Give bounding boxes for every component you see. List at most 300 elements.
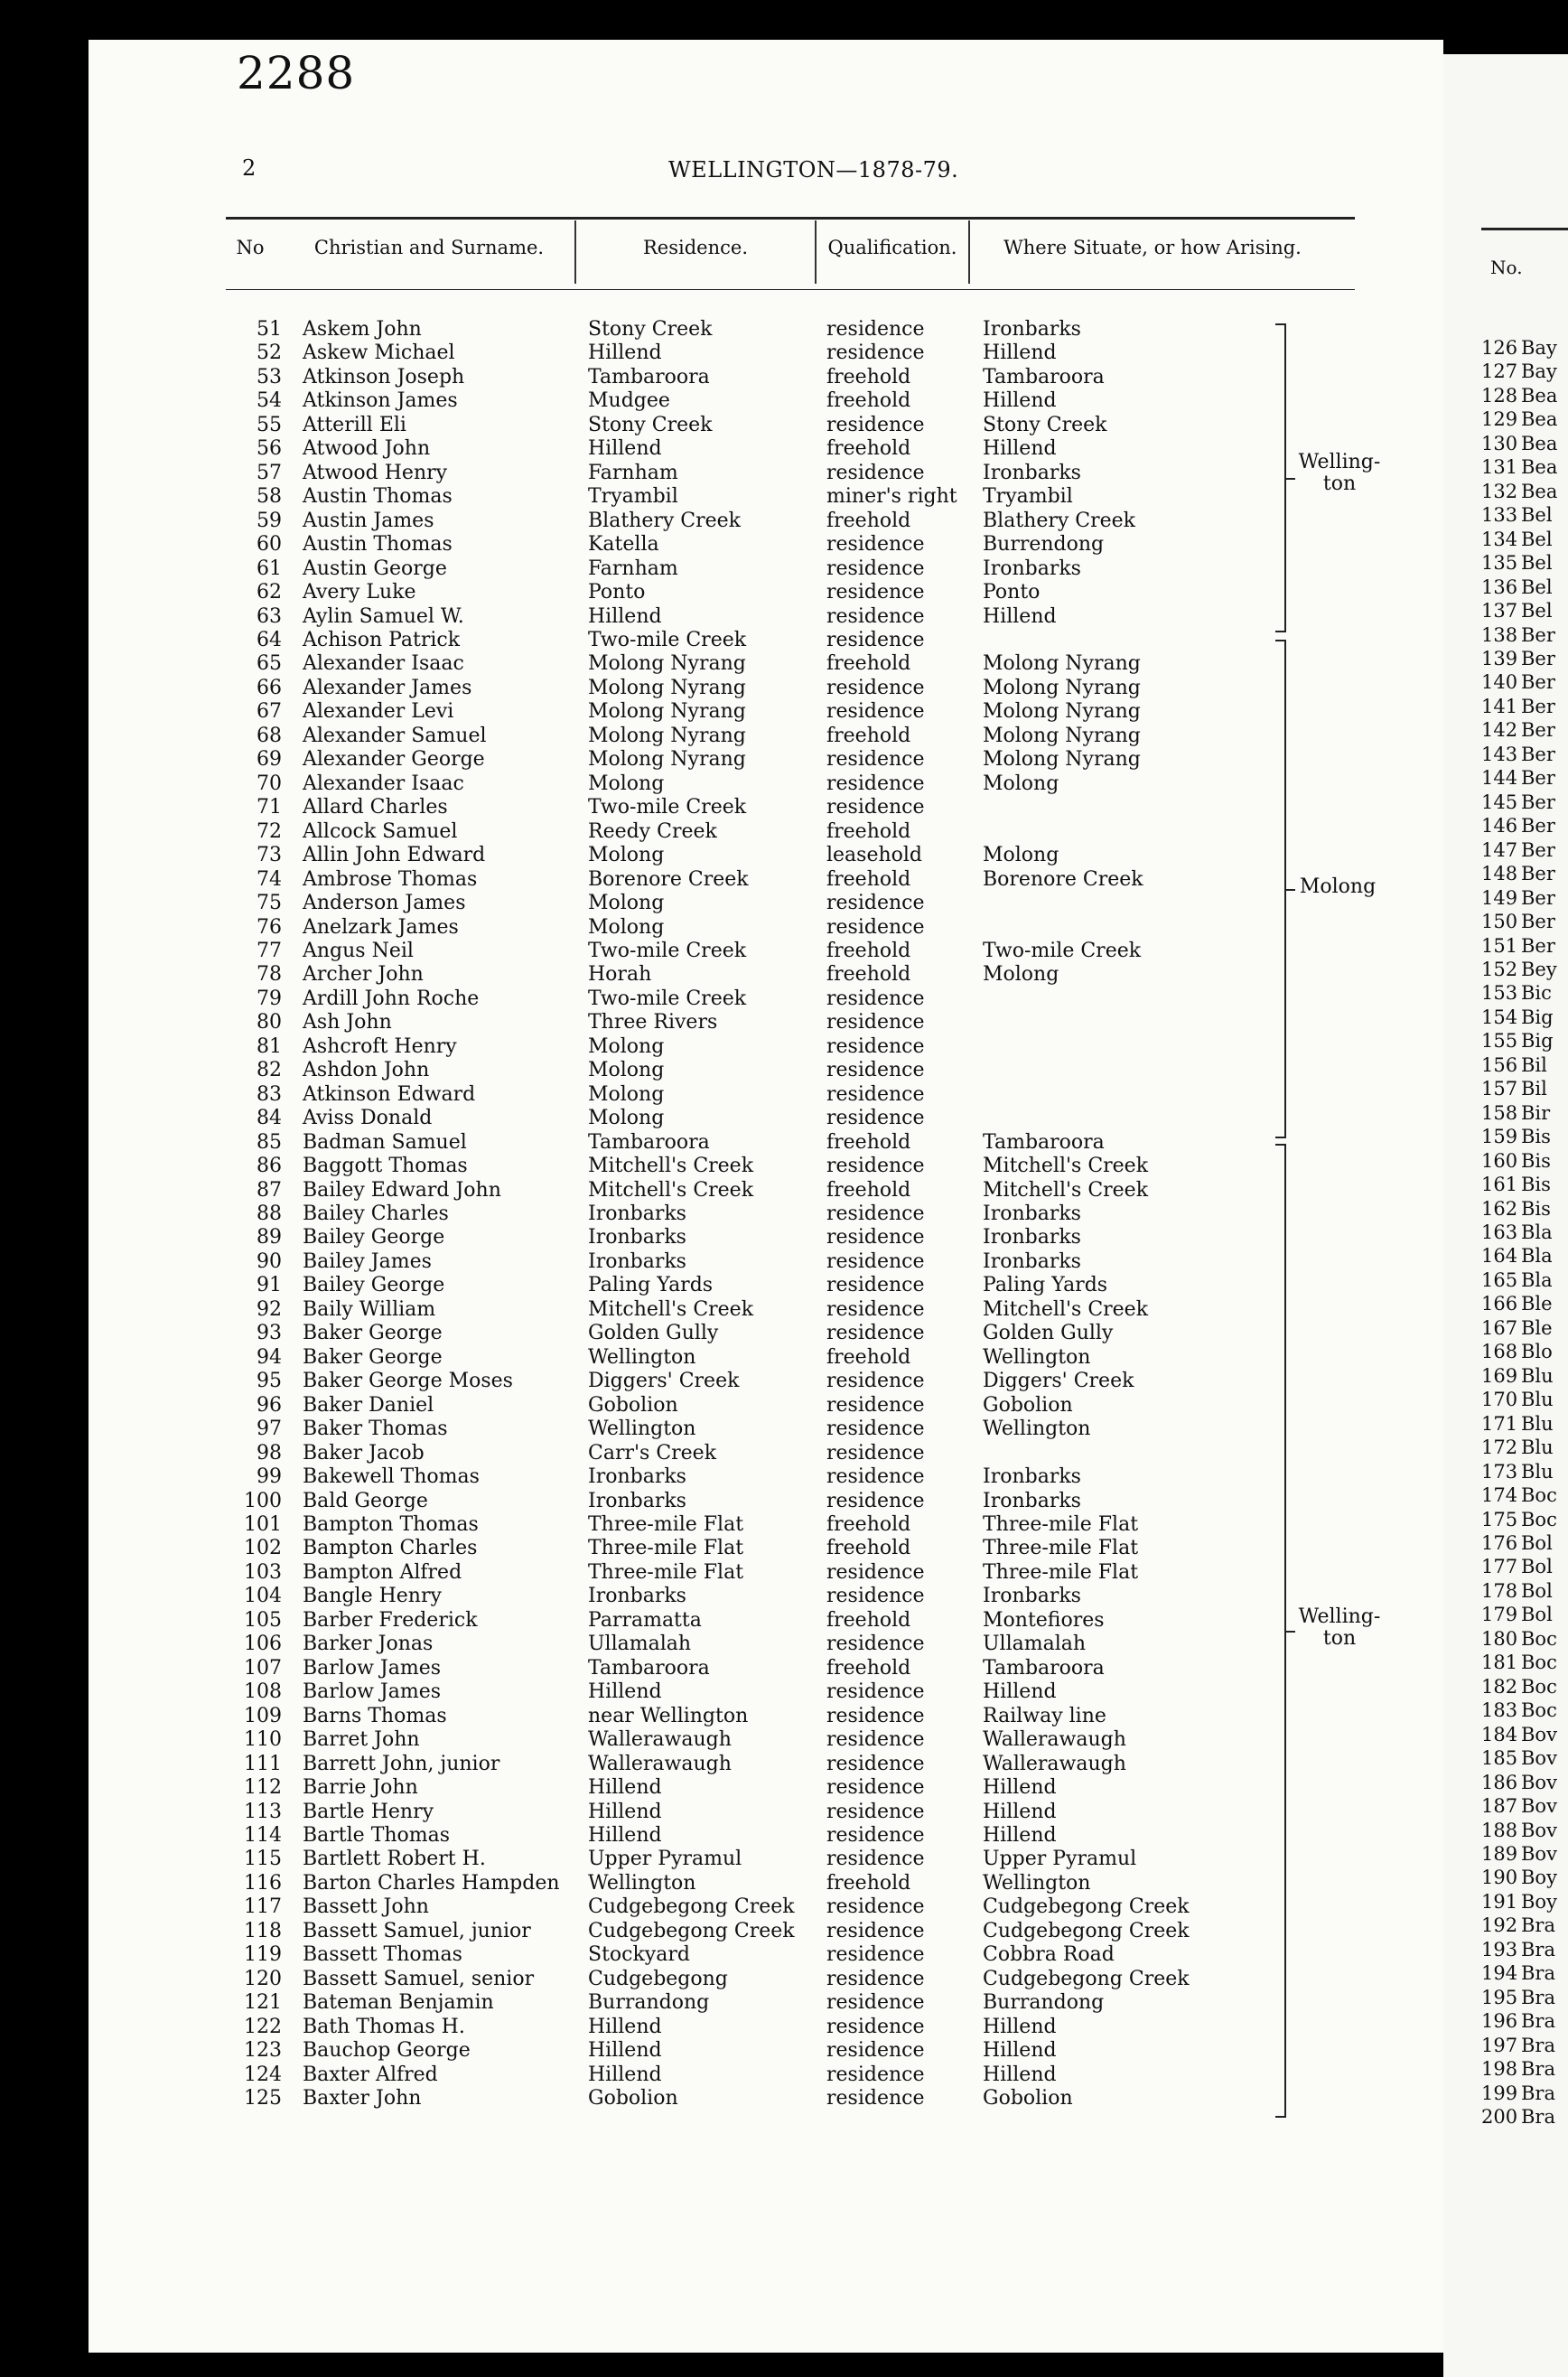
cell-qualification: residence: [826, 1059, 925, 1081]
cell-residence: Stony Creek: [588, 318, 713, 341]
cell-no: 54: [257, 389, 282, 412]
cell-name: Bakewell Thomas: [303, 1465, 480, 1488]
facing-page-row: [1481, 1627, 1557, 1651]
column-divider: [574, 220, 576, 284]
facing-cell-no: 175: [1481, 1509, 1518, 1530]
facing-cell-name: Bel: [1521, 529, 1553, 550]
cell-name: Achison Patrick: [303, 629, 461, 651]
cell-where: Molong Nyrang: [983, 725, 1141, 747]
cell-name: Baker Thomas: [303, 1418, 448, 1440]
facing-page-row: [1481, 1651, 1557, 1674]
facing-cell-name: Ble: [1521, 1293, 1553, 1315]
cell-qualification: residence: [826, 1298, 925, 1321]
cell-name: Atwood Henry: [303, 462, 448, 484]
facing-cell-name: Bea: [1521, 481, 1558, 502]
facing-page-row: [1481, 2057, 1555, 2081]
facing-cell-name: Blu: [1521, 1389, 1554, 1410]
facing-cell-name: Bel: [1521, 552, 1553, 574]
cell-qualification: residence: [826, 1370, 925, 1392]
facing-cell-name: Bra: [1521, 2010, 1555, 2032]
cell-qualification: residence: [826, 1155, 925, 1177]
facing-cell-name: Ber: [1521, 791, 1555, 813]
cell-where: Hillend: [983, 342, 1057, 364]
cell-no: 101: [244, 1513, 282, 1536]
cell-name: Atwood John: [303, 437, 431, 460]
facing-cell-name: Bol: [1521, 1532, 1553, 1554]
cell-no: 122: [244, 2016, 282, 2038]
cell-residence: Blathery Creek: [588, 510, 742, 532]
facing-cell-no: 169: [1481, 1365, 1518, 1387]
cell-name: Baker George: [303, 1322, 443, 1344]
facing-cell-name: Bov: [1521, 1820, 1557, 1841]
cell-residence: Gobolion: [588, 1394, 678, 1417]
cell-name: Bangle Henry: [303, 1585, 442, 1607]
cell-qualification: freehold: [826, 366, 911, 388]
cell-qualification: residence: [826, 700, 925, 723]
facing-cell-no: 162: [1481, 1198, 1518, 1220]
facing-page-row: [1481, 1364, 1554, 1388]
cell-name: Bartle Henry: [303, 1801, 434, 1823]
facing-cell-no: 153: [1481, 982, 1518, 1004]
facing-cell-no: 135: [1481, 552, 1518, 574]
facing-cell-no: 130: [1481, 433, 1518, 454]
cell-residence: Tambaroora: [588, 366, 710, 388]
facing-cell-name: Ber: [1521, 935, 1555, 957]
facing-cell-name: Blu: [1521, 1413, 1554, 1435]
cell-no: 57: [257, 462, 282, 484]
cell-name: Atkinson James: [303, 389, 458, 412]
header-rule-top: [226, 217, 1355, 220]
facing-page-row: [1481, 1699, 1557, 1722]
cell-where: Cobbra Road: [983, 1943, 1115, 1966]
facing-page-row: [1481, 551, 1553, 575]
cell-no: 123: [244, 2039, 282, 2062]
facing-page-row: [1481, 862, 1555, 885]
facing-page-row: [1481, 1866, 1557, 1889]
cell-name: Barlow James: [303, 1680, 442, 1703]
cell-no: 88: [257, 1203, 282, 1225]
cell-name: Baggott Thomas: [303, 1155, 468, 1177]
cell-where: Ullamalah: [983, 1633, 1087, 1655]
facing-cell-no: 147: [1481, 839, 1518, 861]
facing-page-row: [1481, 528, 1553, 551]
cell-name: Askem John: [303, 318, 422, 341]
cell-residence: Mitchell's Creek: [588, 1298, 754, 1321]
cell-residence: Three-mile Flat: [588, 1513, 744, 1536]
cell-residence: Molong Nyrang: [588, 677, 746, 699]
cell-no: 78: [257, 963, 282, 986]
cell-name: Bailey Charles: [303, 1203, 449, 1225]
facing-cell-no: 161: [1481, 1174, 1518, 1195]
cell-qualification: residence: [826, 1680, 925, 1703]
cell-qualification: residence: [826, 987, 925, 1010]
facing-page-row: [1481, 1029, 1554, 1053]
cell-residence: Wellington: [588, 1872, 696, 1895]
facing-page-row: [1481, 1292, 1553, 1315]
cell-name: Baxter Alfred: [303, 2063, 438, 2086]
facing-cell-no: 168: [1481, 1341, 1518, 1362]
cell-residence: Mudgee: [588, 389, 670, 412]
cell-qualification: residence: [826, 1107, 925, 1129]
division-label-line1: Welling-: [1298, 1605, 1381, 1628]
cell-where: Stony Creek: [983, 414, 1107, 436]
facing-cell-no: 176: [1481, 1532, 1518, 1554]
cell-residence: Molong: [588, 1035, 665, 1058]
cell-where: Ironbarks: [983, 1250, 1081, 1273]
page-number: 2: [242, 155, 257, 181]
cell-qualification: residence: [826, 748, 925, 771]
cell-no: 66: [257, 677, 282, 699]
facing-cell-no: 157: [1481, 1078, 1518, 1100]
cell-where: Wallerawaugh: [983, 1728, 1126, 1751]
cell-where: Ironbarks: [983, 1203, 1081, 1225]
cell-no: 117: [244, 1895, 282, 1918]
facing-cell-no: 152: [1481, 959, 1518, 980]
division-bracket: [1275, 640, 1286, 1138]
cell-residence: Paling Yards: [588, 1274, 714, 1296]
cell-no: 73: [257, 844, 282, 866]
facing-cell-name: Bil: [1521, 1078, 1547, 1100]
facing-page-row: [1481, 1316, 1553, 1340]
facing-cell-name: Bol: [1521, 1604, 1553, 1625]
facing-cell-name: Ber: [1521, 744, 1555, 765]
cell-where: Molong Nyrang: [983, 677, 1141, 699]
cell-residence: Ironbarks: [588, 1490, 686, 1512]
facing-cell-no: 199: [1481, 2082, 1518, 2104]
cell-no: 71: [257, 796, 282, 819]
cell-where: Hillend: [983, 2063, 1057, 2086]
cell-name: Ashcroft Henry: [303, 1035, 457, 1058]
cell-residence: Hillend: [588, 1776, 662, 1799]
facing-cell-name: Bra: [1521, 2035, 1555, 2056]
cell-where: Three-mile Flat: [983, 1513, 1139, 1536]
cell-qualification: freehold: [826, 1513, 911, 1536]
cell-name: Atkinson Edward: [303, 1083, 476, 1106]
cell-qualification: residence: [826, 1083, 925, 1106]
facing-cell-name: Bay: [1521, 337, 1557, 359]
column-divider: [815, 220, 817, 284]
facing-cell-name: Boc: [1521, 1628, 1557, 1650]
facing-page-row: [1481, 336, 1557, 360]
cell-qualification: residence: [826, 1203, 925, 1225]
cell-qualification: residence: [826, 1705, 925, 1727]
cell-residence: Upper Pyramul: [588, 1848, 742, 1870]
cell-residence: Wellington: [588, 1346, 696, 1369]
cell-name: Bassett John: [303, 1895, 429, 1918]
cell-no: 68: [257, 725, 282, 747]
facing-cell-no: 182: [1481, 1676, 1518, 1698]
cell-residence: Molong: [588, 844, 665, 866]
facing-page-row: [1481, 1006, 1554, 1029]
cell-where: Molong Nyrang: [983, 700, 1141, 723]
facing-cell-name: Ber: [1521, 839, 1555, 861]
facing-cell-no: 139: [1481, 648, 1518, 669]
cell-name: Austin Thomas: [303, 533, 453, 556]
cell-qualification: freehold: [826, 940, 911, 962]
cell-no: 102: [244, 1537, 282, 1559]
facing-cell-no: 146: [1481, 815, 1518, 837]
cell-name: Baily William: [303, 1298, 436, 1321]
facing-cell-no: 126: [1481, 337, 1518, 359]
cell-qualification: residence: [826, 892, 925, 914]
cell-no: 74: [257, 868, 282, 891]
cell-residence: Ironbarks: [588, 1203, 686, 1225]
facing-cell-no: 187: [1481, 1795, 1518, 1817]
cell-where: Three-mile Flat: [983, 1537, 1139, 1559]
cell-no: 95: [257, 1370, 282, 1392]
facing-cell-no: 163: [1481, 1221, 1518, 1243]
cell-qualification: freehold: [826, 389, 911, 412]
facing-cell-no: 149: [1481, 887, 1518, 909]
facing-page-row: [1481, 1197, 1551, 1221]
facing-cell-name: Bra: [1521, 1962, 1555, 1984]
cell-qualification: freehold: [826, 437, 911, 460]
cell-name: Barret John: [303, 1728, 420, 1751]
facing-cell-no: 127: [1481, 360, 1518, 382]
cell-name: Archer John: [303, 963, 424, 986]
facing-cell-name: Blu: [1521, 1365, 1554, 1387]
facing-cell-no: 177: [1481, 1556, 1518, 1577]
cell-where: Molong: [983, 772, 1059, 795]
facing-page-row: [1481, 1914, 1555, 1937]
cell-where: Ironbarks: [983, 1490, 1081, 1512]
cell-no: 105: [244, 1609, 282, 1632]
cell-residence: Ironbarks: [588, 1250, 686, 1273]
facing-cell-no: 160: [1481, 1150, 1518, 1172]
cell-name: Bampton Charles: [303, 1537, 478, 1559]
cell-no: 114: [244, 1824, 282, 1847]
facing-page-row: [1481, 1221, 1553, 1244]
cell-where: Ironbarks: [983, 557, 1081, 580]
facing-cell-name: Boc: [1521, 1652, 1557, 1673]
facing-cell-no: 167: [1481, 1317, 1518, 1339]
facing-cell-no: 200: [1481, 2106, 1518, 2128]
cell-name: Angus Neil: [303, 940, 414, 962]
cell-name: Ardill John Roche: [303, 987, 480, 1010]
cell-no: 83: [257, 1083, 282, 1106]
facing-cell-no: 155: [1481, 1030, 1518, 1052]
facing-cell-name: Bir: [1521, 1102, 1551, 1124]
facing-cell-name: Bel: [1521, 576, 1553, 598]
cell-residence: Two-mile Creek: [588, 629, 747, 651]
cell-name: Aylin Samuel W.: [303, 605, 464, 628]
cell-qualification: residence: [826, 677, 925, 699]
division-label: [1288, 876, 1387, 898]
cell-residence: Hillend: [588, 1824, 662, 1847]
cell-no: 84: [257, 1107, 282, 1129]
cell-name: Alexander Isaac: [303, 772, 464, 795]
facing-cell-name: Ber: [1521, 671, 1555, 693]
cell-qualification: residence: [826, 1753, 925, 1775]
cell-where: Blathery Creek: [983, 510, 1136, 532]
cell-qualification: residence: [826, 1585, 925, 1607]
cell-residence: Reedy Creek: [588, 820, 717, 843]
cell-no: 99: [257, 1465, 282, 1488]
cell-name: Barns Thomas: [303, 1705, 447, 1727]
cell-where: Gobolion: [983, 2087, 1073, 2110]
facing-page-row: [1481, 1053, 1547, 1077]
facing-cell-no: 129: [1481, 408, 1518, 430]
cell-name: Bald George: [303, 1490, 428, 1512]
cell-name: Ash John: [303, 1011, 392, 1034]
header-rule-bottom: [226, 289, 1355, 290]
facing-cell-no: 128: [1481, 385, 1518, 407]
cell-where: Molong Nyrang: [983, 652, 1141, 675]
division-bracket: [1275, 1144, 1286, 2118]
facing-cell-name: Bra: [1521, 1987, 1555, 2008]
facing-cell-no: 198: [1481, 2058, 1518, 2080]
cell-where: Golden Gully: [983, 1322, 1114, 1344]
facing-cell-name: Blu: [1521, 1436, 1554, 1458]
facing-cell-name: Bla: [1521, 1245, 1553, 1267]
facing-page-row: [1481, 1675, 1557, 1699]
facing-page-row: [1481, 1508, 1557, 1531]
facing-cell-name: Ber: [1521, 863, 1555, 884]
cell-qualification: residence: [826, 1442, 925, 1465]
facing-cell-name: Bra: [1521, 1939, 1555, 1961]
cell-residence: Two-mile Creek: [588, 796, 747, 819]
cell-name: Ashdon John: [303, 1059, 430, 1081]
cell-where: Hillend: [983, 1801, 1057, 1823]
cell-residence: Molong Nyrang: [588, 748, 746, 771]
cell-residence: Two-mile Creek: [588, 940, 747, 962]
cell-no: 124: [244, 2063, 282, 2086]
facing-page-row: [1481, 718, 1555, 742]
cell-no: 98: [257, 1442, 282, 1465]
cell-where: Mitchell's Creek: [983, 1155, 1149, 1177]
facing-cell-no: 141: [1481, 696, 1518, 717]
cell-residence: Stony Creek: [588, 414, 713, 436]
cell-residence: Katella: [588, 533, 659, 556]
cell-where: Montefiores: [983, 1609, 1105, 1632]
cell-where: Ironbarks: [983, 1226, 1081, 1249]
cell-qualification: residence: [826, 2063, 925, 2086]
facing-cell-no: 179: [1481, 1604, 1518, 1625]
cell-where: Molong: [983, 844, 1059, 866]
facing-cell-name: Bis: [1521, 1150, 1551, 1172]
cell-qualification: residence: [826, 796, 925, 819]
cell-no: 62: [257, 581, 282, 604]
facing-cell-name: Bov: [1521, 1724, 1557, 1745]
cell-qualification: residence: [826, 1035, 925, 1058]
cell-qualification: residence: [826, 1633, 925, 1655]
cell-residence: Tambaroora: [588, 1131, 710, 1154]
cell-qualification: residence: [826, 1490, 925, 1512]
cell-qualification: residence: [826, 1465, 925, 1488]
cell-no: 115: [244, 1848, 282, 1870]
facing-cell-no: 143: [1481, 744, 1518, 765]
cell-name: Bampton Alfred: [303, 1561, 462, 1584]
cell-qualification: freehold: [826, 1872, 911, 1895]
cell-name: Baxter John: [303, 2087, 422, 2110]
facing-cell-name: Bil: [1521, 1054, 1547, 1076]
cell-residence: Carr's Creek: [588, 1442, 717, 1465]
facing-page-row: [1481, 1603, 1553, 1626]
cell-qualification: leasehold: [826, 844, 923, 866]
cell-no: 53: [257, 366, 282, 388]
cell-where: Molong: [983, 963, 1059, 986]
facing-page-row: [1481, 623, 1555, 647]
facing-page-row: [1481, 1340, 1553, 1363]
cell-no: 109: [244, 1705, 282, 1727]
cell-qualification: residence: [826, 1394, 925, 1417]
cell-qualification: residence: [826, 318, 925, 341]
facing-page-row: [1481, 695, 1555, 718]
facing-page-row: [1481, 1244, 1553, 1268]
cell-where: Two-mile Creek: [983, 940, 1142, 962]
cell-no: 70: [257, 772, 282, 795]
facing-cell-no: 151: [1481, 935, 1518, 957]
cell-no: 121: [244, 1991, 282, 2014]
facing-cell-no: 166: [1481, 1293, 1518, 1315]
cell-qualification: residence: [826, 1274, 925, 1296]
facing-page-row: [1481, 910, 1555, 933]
register-page: [89, 40, 1443, 2353]
facing-page-row: [1481, 1723, 1557, 1746]
cell-residence: Hillend: [588, 2039, 662, 2062]
facing-page-row: [1481, 576, 1553, 599]
cell-name: Baker George: [303, 1346, 443, 1369]
cell-qualification: residence: [826, 1991, 925, 2014]
cell-residence: Ironbarks: [588, 1226, 686, 1249]
cell-where: Hillend: [983, 437, 1057, 460]
cell-qualification: freehold: [826, 963, 911, 986]
cell-name: Aviss Donald: [303, 1107, 433, 1129]
cell-no: 91: [257, 1274, 282, 1296]
cell-residence: Ponto: [588, 581, 646, 604]
cell-qualification: miner's right: [826, 485, 957, 508]
cell-qualification: residence: [826, 581, 925, 604]
facing-page-row: [1481, 1961, 1555, 1985]
cell-where: Ponto: [983, 581, 1041, 604]
cell-qualification: residence: [826, 2039, 925, 2062]
division-label-line1: Molong: [1299, 875, 1377, 898]
cell-no: 86: [257, 1155, 282, 1177]
cell-residence: Parramatta: [588, 1609, 702, 1632]
cell-qualification: residence: [826, 1561, 925, 1584]
cell-residence: Wallerawaugh: [588, 1728, 732, 1751]
facing-cell-name: Ble: [1521, 1317, 1553, 1339]
cell-where: Tambaroora: [983, 1131, 1105, 1154]
facing-page-row: [1481, 1149, 1551, 1173]
cell-name: Bassett Samuel, senior: [303, 1968, 535, 1990]
cell-qualification: freehold: [826, 652, 911, 675]
cell-name: Bailey Edward John: [303, 1179, 501, 1202]
facing-cell-name: Bis: [1521, 1126, 1551, 1147]
cell-where: Hillend: [983, 389, 1057, 412]
cell-residence: Hillend: [588, 2063, 662, 2086]
cell-where: Hillend: [983, 1824, 1057, 1847]
cell-name: Allin John Edward: [303, 844, 486, 866]
cell-where: Mitchell's Creek: [983, 1179, 1149, 1202]
cell-where: Tambaroora: [983, 1657, 1105, 1680]
cell-no: 80: [257, 1011, 282, 1034]
facing-page-row: [1481, 743, 1555, 766]
facing-page-row: [1481, 360, 1557, 383]
facing-page-row: [1481, 1436, 1554, 1459]
cell-qualification: residence: [826, 414, 925, 436]
facing-page-row: [1481, 1173, 1551, 1196]
cell-where: Hillend: [983, 1776, 1057, 1799]
facing-cell-name: Bea: [1521, 456, 1558, 478]
cell-no: 69: [257, 748, 282, 771]
cell-residence: Farnham: [588, 557, 678, 580]
cell-name: Bath Thomas H.: [303, 2016, 465, 2038]
facing-cell-name: Bel: [1521, 504, 1553, 526]
cell-no: 111: [244, 1753, 282, 1775]
cell-residence: Cudgebegong: [588, 1968, 728, 1990]
facing-cell-no: 195: [1481, 1987, 1518, 2008]
